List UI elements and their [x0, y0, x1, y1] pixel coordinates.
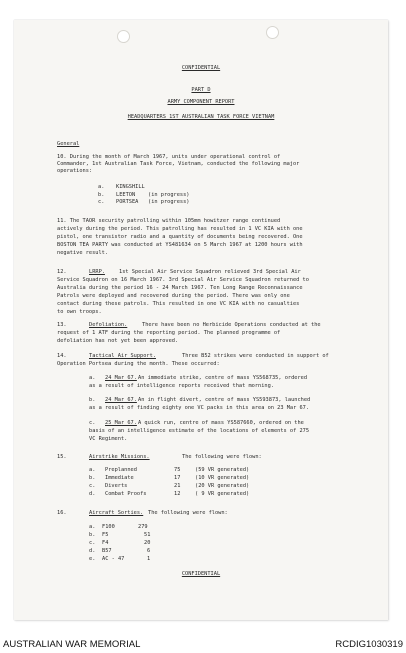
para-12-line: Australia during the period 16 - 24 March 1967. Ten Long Range Reconnaissance [57, 285, 303, 291]
footer-record-id: RCDIG1030319 [335, 639, 403, 650]
mission-note: ( 9 VR generated) [195, 491, 250, 497]
operation-name: KINGSHILL [116, 184, 145, 190]
strike-item-text: as a result of finding eighty one VC packs in this area on 23 Mar 67. [89, 405, 310, 411]
para-12-number: 12. [57, 269, 67, 275]
mission-count: 17 [174, 475, 181, 481]
strike-item-text: A quick run, centre of mass YS587660, ordered on the [138, 420, 304, 426]
para-15-number: 15. [57, 454, 67, 460]
report-title: ARMY COMPONENT REPORT [167, 99, 235, 105]
para-14-number: 14. [57, 353, 67, 359]
operation-letter: a. [98, 184, 105, 190]
mission-letter: c. [89, 483, 96, 489]
para-11-line: negative result. [57, 250, 109, 256]
mission-name: Diverts [105, 483, 128, 489]
para-12-line: Service Squadron on 16 March 1967. 3rd Special Air Service Squadron returned to [57, 277, 309, 283]
para-12-heading: LRRP. [89, 269, 105, 275]
mission-count: 21 [174, 483, 181, 489]
para-11-line: actively during the period. This patrolling has resulted in 1 VC KIA with one [57, 226, 303, 232]
strike-item-text: An immediate strike, centre of mass YS568735, ordered [138, 375, 308, 381]
document-page [14, 20, 388, 620]
operation-name: LEETON [116, 192, 136, 198]
para-14-heading: Tactical Air Support. [89, 353, 156, 359]
footer-institution: AUSTRALIAN WAR MEMORIAL [3, 639, 141, 650]
sortie-count: 51 [144, 532, 151, 538]
mission-name: Combat Proofs [105, 491, 147, 497]
strike-item-text: basis of an intelligence estimate of the locations of elements of 275 [89, 428, 310, 434]
sortie-aircraft: F100 [102, 524, 115, 530]
sortie-letter: a. [89, 524, 96, 530]
para-12-line: to own troops. [57, 309, 102, 315]
operation-name: PORTSEA [116, 199, 139, 205]
para-16-heading: Aircraft Sorties. [89, 510, 144, 516]
section-heading-general: General [57, 141, 80, 147]
para-13-heading: Defoliation. [89, 322, 128, 328]
sortie-count: 20 [144, 540, 151, 546]
operation-letter: b. [98, 192, 105, 198]
strike-item-label: b. [89, 397, 96, 403]
para-10-line: 10. During the month of March 1967, units under operational control of [57, 154, 281, 160]
sortie-count: 1 [147, 556, 151, 562]
para-15-heading: Airstrike Missions. [89, 454, 150, 460]
punch-hole-right [266, 26, 279, 39]
operation-letter: c. [98, 199, 105, 205]
para-12-line: contact during these patrols. This resulted in one VC KIA with no casualties [57, 301, 300, 307]
strike-item-date: 24 Mar 67. [105, 397, 137, 403]
strike-item-text: VC Regiment. [89, 436, 128, 442]
sortie-aircraft: F5 [102, 532, 109, 538]
mission-count: 75 [174, 467, 181, 473]
strike-item-text: as a result of intelligence reports received that morning. [89, 383, 274, 389]
strike-item-label: a. [89, 375, 96, 381]
para-14-line: Operation Portsea during the month. These occurred: [57, 361, 220, 367]
mission-name: Preplanned [105, 467, 137, 473]
para-15-intro: The following were flown: [182, 454, 262, 460]
part-heading: PART D [191, 87, 211, 93]
mission-note: (10 VR generated) [195, 475, 250, 481]
para-13-line: There have been no Herbicide Operations conducted at the [142, 322, 321, 328]
para-10-line: Commander, 1st Australian Task Force, Vietnam, conducted the following major [57, 161, 300, 167]
classification-bottom: CONFIDENTIAL [181, 571, 221, 577]
sortie-letter: c. [89, 540, 96, 546]
para-11-line: 11. The TAOR security patrolling within 105mm howitzer range continued [57, 218, 281, 224]
strike-item-label: c. [89, 420, 96, 426]
para-13-line: request of 1 ATF during the reporting period. The planned programme of [57, 330, 281, 336]
archive-footer [0, 633, 406, 653]
operation-status: (in progress) [148, 199, 190, 205]
strike-item-date: 24 Mar 67. [105, 375, 137, 381]
sortie-count: 6 [147, 548, 151, 554]
para-12-line: Patrols were deployed and recovered during the period. There was only one [57, 293, 290, 299]
sortie-letter: b. [89, 532, 96, 538]
para-12-line: 1st Special Air Service Squadron relieved 3rd Special Air [119, 269, 301, 275]
operation-status: (in progress) [148, 192, 190, 198]
sortie-aircraft: B57 [102, 548, 112, 554]
mission-note: (20 VR generated) [195, 483, 250, 489]
para-14-line: Three B52 strikes were conducted in support of [182, 353, 329, 359]
mission-count: 12 [174, 491, 181, 497]
mission-name: Immediate [105, 475, 134, 481]
sortie-aircraft: F4 [102, 540, 109, 546]
para-16-intro: The following were flown: [148, 510, 228, 516]
para-13-line: defoliation has not yet been approved. [57, 338, 179, 344]
para-11-line: pistol, one transistor radio and a quantity of documents being recovered. One [57, 234, 303, 240]
mission-letter: b. [89, 475, 96, 481]
sortie-aircraft: AC - 47 [102, 556, 125, 562]
sortie-count: 279 [138, 524, 148, 530]
para-11-line: BOSTON TEA PARTY was conducted at YS481634 on 5 March 1967 at 1200 hours with [57, 242, 303, 248]
mission-letter: a. [89, 467, 96, 473]
mission-note: (59 VR generated) [195, 467, 250, 473]
punch-hole-left [117, 30, 130, 43]
strike-item-date: 25 Mar 67. [105, 420, 137, 426]
strike-item-text: An in flight divert, centre of mass YS593873, launched [138, 397, 311, 403]
para-16-number: 16. [57, 510, 67, 516]
para-10-line: operations: [57, 168, 93, 174]
classification-top: CONFIDENTIAL [181, 65, 221, 71]
sortie-letter: d. [89, 548, 96, 554]
mission-letter: d. [89, 491, 96, 497]
sortie-letter: e. [89, 556, 96, 562]
headquarters-heading: HEADQUARTERS 1ST AUSTRALIAN TASK FORCE VIETNAM [127, 114, 275, 120]
para-13-number: 13. [57, 322, 67, 328]
